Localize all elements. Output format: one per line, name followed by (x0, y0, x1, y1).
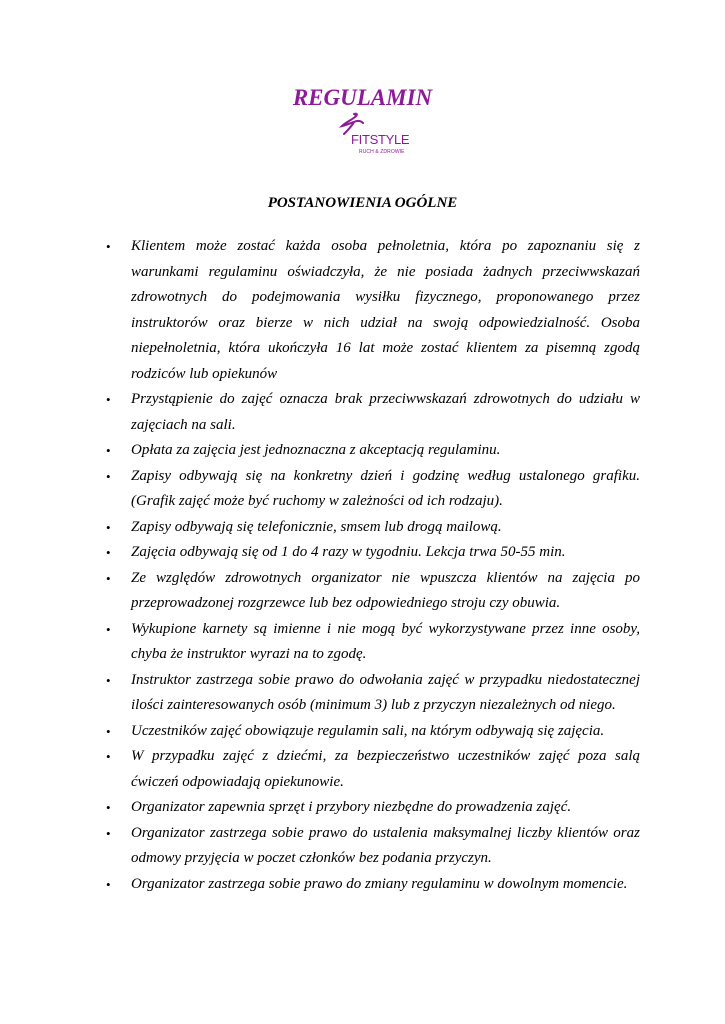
rule-text: Organizator zapewnia sprzęt i przybory niezbędne do prowadzenia zajęć. (131, 799, 572, 815)
rule-text: Instruktor zastrzega sobie prawo do odwołania zajęć w przypadku niedostatecznej ilości zainteresowanych osób (minimum 3) lub z przyczyn niezależnych od niego. (131, 671, 640, 713)
rule-item (106, 515, 640, 541)
bullet-icon: • (106, 825, 111, 841)
bullet-icon: • (106, 545, 111, 560)
bullet-icon: • (106, 876, 111, 892)
rule-item (106, 872, 640, 898)
rule-item (106, 668, 640, 719)
bullet-icon: • (106, 672, 111, 688)
logo-brand-text: FITSTYLE (351, 132, 410, 147)
rule-item (106, 464, 640, 515)
bullet-icon: • (106, 392, 111, 407)
rule-item (106, 821, 640, 872)
rule-text: Klientem może zostać każda osoba pełnoletnia, która po zapoznaniu się z warunkami regulaminu oświadczyła, że nie posiada żadnych przeciwwskazań zdrowotnych do podejmowania wysiłku fizycznego, proponowanego przez instruktorów oraz bierze w nich udział na swoją odpowiedzialność. Osoba niepełnoletnia, która ukończyła 16 lat może zostać klientem za pisemną zgodą rodziców lub opiekunów (131, 238, 640, 382)
bullet-icon: • (106, 723, 111, 739)
rule-item (106, 540, 640, 566)
rule-text: Wykupione karnety są imienne i nie mogą być wykorzystywane przez inne osoby, chyba że instruktor wyrazi na to zgodę. (131, 620, 640, 662)
rule-item (106, 744, 640, 795)
rule-text: Organizator zastrzega sobie prawo do ustalenia maksymalnej liczby klientów oraz odmowy przyjęcia w poczet członków bez podania przyczyn. (131, 824, 640, 866)
fitstyle-logo (336, 112, 416, 162)
rule-text: Zajęcia odbywają się od 1 do 4 razy w tygodniu. Lekcja trwa 50-55 min. (131, 544, 566, 560)
rule-text: Przystąpienie do zajęć oznacza brak przeciwwskazań zdrowotnych do udziału w zajęciach na sali. (131, 391, 640, 433)
logo-tagline: RUCH & ZDROWIE (359, 149, 405, 155)
rules-list (106, 234, 640, 897)
rule-text: Zapisy odbywają się telefonicznie, smsem lub drogą mailową. (131, 518, 502, 535)
rule-item (106, 387, 640, 438)
rule-text: Zapisy odbywają się na konkretny dzień i godzinę według ustalonego grafiku. (Grafik zajęć może być ruchomy w zależności od ich rodzaju). (131, 467, 640, 509)
rule-item (106, 795, 640, 821)
rule-item (106, 566, 640, 617)
section-heading: POSTANOWIENIA OGÓLNE (267, 195, 458, 211)
rule-item (106, 617, 640, 668)
bullet-icon: • (106, 570, 111, 586)
rule-text: W przypadku zajęć z dziećmi, za bezpieczeństwo uczestników zajęć poza salą ćwiczeń odpowiadają opiekunowie. (131, 748, 640, 790)
rule-text: Opłata za zajęcia jest jednoznaczna z akceptacją regulaminu. (131, 442, 501, 458)
bullet-icon: • (106, 621, 111, 637)
rule-text: Uczestników zajęć obowiązuje regulamin sali, na którym odbywają się zajęcia. (131, 722, 605, 739)
bullet-icon: • (106, 468, 111, 484)
bullet-icon: • (106, 749, 111, 764)
rule-item (106, 234, 640, 387)
bullet-icon: • (106, 443, 111, 458)
rule-text: Ze względów zdrowotnych organizator nie wpuszcza klientów na zajęcia po przeprowadzonej rozgrzewce lub bez odpowiedniego stroju czy obuwia. (131, 569, 640, 611)
bullet-icon: • (106, 800, 111, 815)
bullet-icon: • (106, 519, 111, 535)
rule-item (106, 719, 640, 745)
rule-text: Organizator zastrzega sobie prawo do zmiany regulaminu w dowolnym momencie. (131, 875, 628, 892)
rule-item (106, 438, 640, 464)
page-title: REGULAMIN (292, 85, 433, 110)
bullet-icon: • (106, 239, 111, 254)
